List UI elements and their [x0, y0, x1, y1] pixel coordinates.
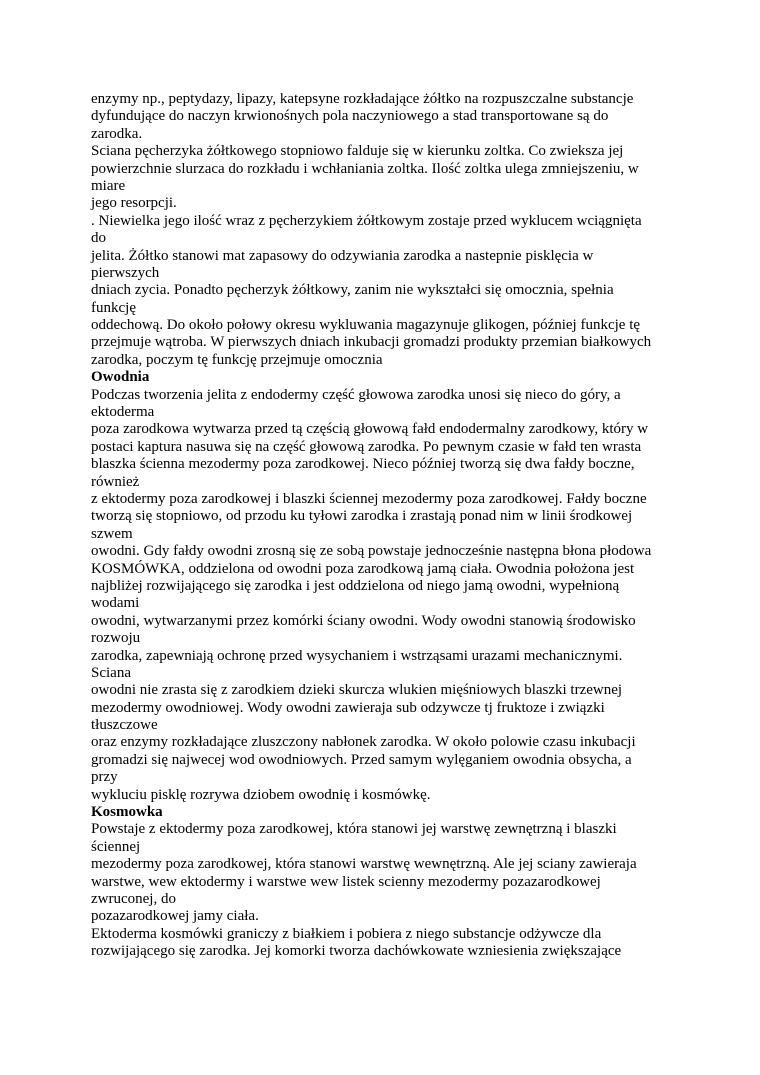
- text-line: jelita. Żółtko stanowi mat zapasowy do odzywiania zarodka a nastepnie pisklęcia w: [91, 247, 594, 264]
- text-line: funkcję: [91, 299, 136, 316]
- text-line: tłuszczowe: [91, 717, 158, 734]
- text-line: zarodka, poczym tę funkcję przejmuje omocznia: [91, 351, 383, 368]
- section-heading: Kosmowka: [91, 804, 163, 821]
- text-line: rozwoju: [91, 630, 141, 647]
- text-line: powierzchnie slurzaca do rozkładu i wchłaniania zoltka. Ilość zoltka ulega zmniejszeniu, w: [91, 160, 639, 177]
- text-line: mezodermy owodniowej. Wody owodni zawieraja sub odzywcze tj fruktoze i związki: [91, 699, 605, 716]
- text-line: rozwijającego się zarodka. Jej komorki tworza dachówkowate wzniesienia zwiększające: [91, 943, 622, 960]
- text-line: owodni, wytwarzanymi przez komórki ściany owodni. Wody owodni stanowią środowisko: [91, 612, 636, 629]
- text-line: szwem: [91, 525, 133, 542]
- text-line: Ektoderma kosmówki graniczy z białkiem i pobiera z niego substancje odżywcze dla: [91, 925, 602, 942]
- section-heading: Owodnia: [91, 369, 150, 386]
- text-line: wodami: [91, 595, 140, 612]
- text-line: oraz enzymy rozkładające zluszczony nabłonek zarodka. W około polowie czasu inkubacji: [91, 734, 636, 751]
- text-line: Sciana pęcherzyka żółtkowego stopniowo falduje się w kierunku zoltka. Co zwieksza jej: [91, 143, 624, 160]
- text-line: jego resorpcji.: [91, 195, 177, 212]
- document-body: [91, 91, 691, 961]
- text-line: KOSMÓWKA, oddzielona od owodni poza zarodkową jamą ciała. Owodnia położona jest: [91, 560, 635, 577]
- text-line: przejmuje wątroba. W pierwszych dniach inkubacji gromadzi produkty przemian białkowych: [91, 334, 652, 351]
- text-line: pozazarodkowej jamy ciała.: [91, 908, 259, 925]
- text-line: oddechową. Do około połowy okresu wykluwania magazynuje glikogen, później funkcje tę: [91, 317, 641, 334]
- text-line: ściennej: [91, 838, 141, 855]
- text-line: tworzą się stopniowo, od przodu ku tyłowi zarodka i zrastają ponad nim w linii środkowej: [91, 508, 633, 525]
- text-line: mezodermy poza zarodkowej, która stanowi warstwę wewnętrzną. Ale jej sciany zawieraja: [91, 856, 637, 873]
- text-line: . Niewielka jego ilość wraz z pęcherzykiem żółtkowym zostaje przed wyklucem wciągnięta: [91, 212, 642, 229]
- text-line: Sciana: [91, 664, 131, 681]
- text-line: również: [91, 473, 140, 490]
- text-line: postaci kaptura nasuwa się na część głowową zarodka. Po pewnym czasie w fałd ten wrasta: [91, 438, 642, 455]
- text-line: zwruconej, do: [91, 890, 176, 907]
- text-line: najbliżej rozwijającego się zarodka i jest oddzielona od niego jamą owodni, wypełnioną: [91, 577, 620, 594]
- text-line: poza zarodkowa wytwarza przed tą częścią głowową fałd endodermalny zarodkowy, który w: [91, 421, 649, 438]
- text-line: wykluciu pisklę rozrywa dziobem owodnię i kosmówkę.: [91, 786, 431, 803]
- text-line: dyfundujące do naczyn krwionośnych pola naczyniowego a stad transportowane są do: [91, 108, 609, 125]
- text-line: warstwe, wew ektodermy i warstwe wew listek scienny mezodermy pozazarodkowej: [91, 873, 601, 890]
- text-line: przy: [91, 769, 118, 786]
- text-line: ektoderma: [91, 404, 155, 421]
- text-line: Podczas tworzenia jelita z endodermy część głowowa zarodka unosi się nieco do góry, a: [91, 386, 621, 403]
- text-line: zarodka, zapewniają ochronę przed wysychaniem i wstrząsami urazami mechanicznymi.: [91, 647, 623, 664]
- text-line: blaszka ścienna mezodermy poza zarodkowej. Nieco później tworzą się dwa fałdy boczne,: [91, 456, 635, 473]
- text-line: zarodka.: [91, 125, 143, 142]
- text-line: Powstaje z ektodermy poza zarodkowej, która stanowi jej warstwę zewnętrzną i blaszki: [91, 821, 617, 838]
- text-line: gromadzi się najwecej wod owodniowych. Przed samym wylęganiem owodnia obsycha, a: [91, 751, 632, 768]
- text-line: owodni. Gdy fałdy owodni zrosną się ze sobą powstaje jednocześnie następna błona płodowa: [91, 543, 652, 560]
- text-line: enzymy np., peptydazy, lipazy, katepsyne rozkładające żółtko na rozpuszczalne substancje: [91, 91, 634, 107]
- text-line: do: [91, 230, 106, 247]
- text-line: miare: [91, 177, 126, 194]
- text-line: z ektodermy poza zarodkowej i blaszki ściennej mezodermy poza zarodkowej. Fałdy boczne: [91, 490, 647, 507]
- text-line: pierwszych: [91, 264, 160, 281]
- text-line: owodni nie zrasta się z zarodkiem dzieki skurcza wlukien mięśniowych blaszki trzewnej: [91, 682, 623, 699]
- text-line: dniach zycia. Ponadto pęcherzyk żółtkowy, zanim nie wykształci się omocznia, spełnia: [91, 282, 614, 299]
